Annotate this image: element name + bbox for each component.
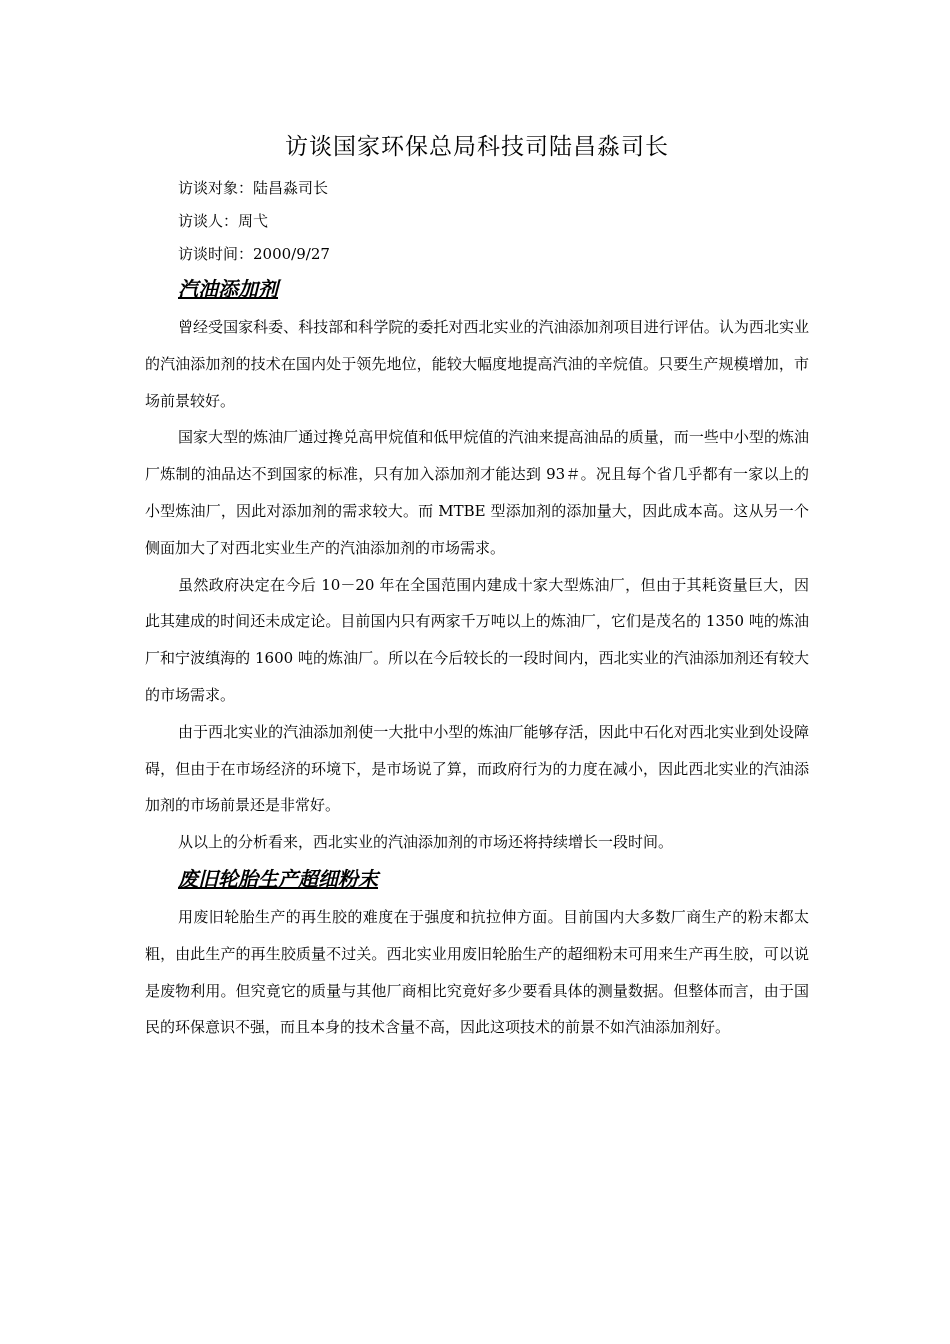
paragraph: 从以上的分析看来，西北实业的汽油添加剂的市场还将持续增长一段时间。 — [178, 833, 674, 852]
paragraph: 国家大型的炼油厂通过搀兑高甲烷值和低甲烷值的汽油来提高油品的质量，而一些中小型的炼油厂炼制的油品达不到国家的标准，只有加入添加剂才能达到 93＃。况且每个省几乎都有一家以上的小型炼油厂，因此对添加剂的需求较大。而 MTBE 型添加剂的添加量大，因此成本高。这从另一个侧面加大了对西北实业生产的汽油添加剂的市场需求。 — [145, 428, 809, 557]
page-title: 访谈国家环保总局科技司陆昌淼司长 — [285, 134, 669, 160]
paragraph: 曾经受国家科委、科技部和科学院的委托对西北实业的汽油添加剂项目进行评估。认为西北实业的汽油添加剂的技术在国内处于领先地位，能较大幅度地提高汽油的辛烷值。只要生产规模增加，市场前景较好。 — [145, 318, 809, 410]
document-body — [145, 128, 809, 1046]
paragraph: 虽然政府决定在今后 10－20 年在全国范围内建成十家大型炼油厂，但由于其耗资量巨大，因此其建成的时间还未成定论。目前国内只有两家千万吨以上的炼油厂，它们是茂名的 1350 吨的炼油厂和宁波缜海的 1600 吨的炼油厂。所以在今后较长的一段时间内，西北实业的汽油添加剂还有较大的市场需求。 — [145, 575, 809, 704]
section-heading-gasoline-additive: 汽油添加剂 — [178, 277, 278, 301]
meta-interview-date: 访谈时间：2000/9/27 — [178, 245, 330, 263]
paragraph: 用废旧轮胎生产的再生胶的难度在于强度和抗拉伸方面。目前国内大多数厂商生产的粉末都太粗，由此生产的再生胶质量不过关。西北实业用废旧轮胎生产的超细粉末可用来生产再生胶，可以说是废物利用。但究竟它的质量与其他厂商相比究竟好多少要看具体的测量数据。但整体而言，由于国民的环保意识不强，而且本身的技术含量不高，因此这项技术的前景不如汽油添加剂好。 — [145, 907, 809, 1037]
paragraph: 由于西北实业的汽油添加剂使一大批中小型的炼油厂能够存活，因此中石化对西北实业到处设障碍，但由于在市场经济的环境下，是市场说了算，而政府行为的力度在减小，因此西北实业的汽油添加剂的市场前景还是非常好。 — [145, 722, 809, 815]
meta-interviewer: 访谈人：周弋 — [178, 212, 269, 230]
meta-interviewee: 访谈对象：陆昌淼司长 — [178, 179, 329, 197]
section-heading-tire-powder: 废旧轮胎生产超细粉末 — [178, 866, 378, 891]
